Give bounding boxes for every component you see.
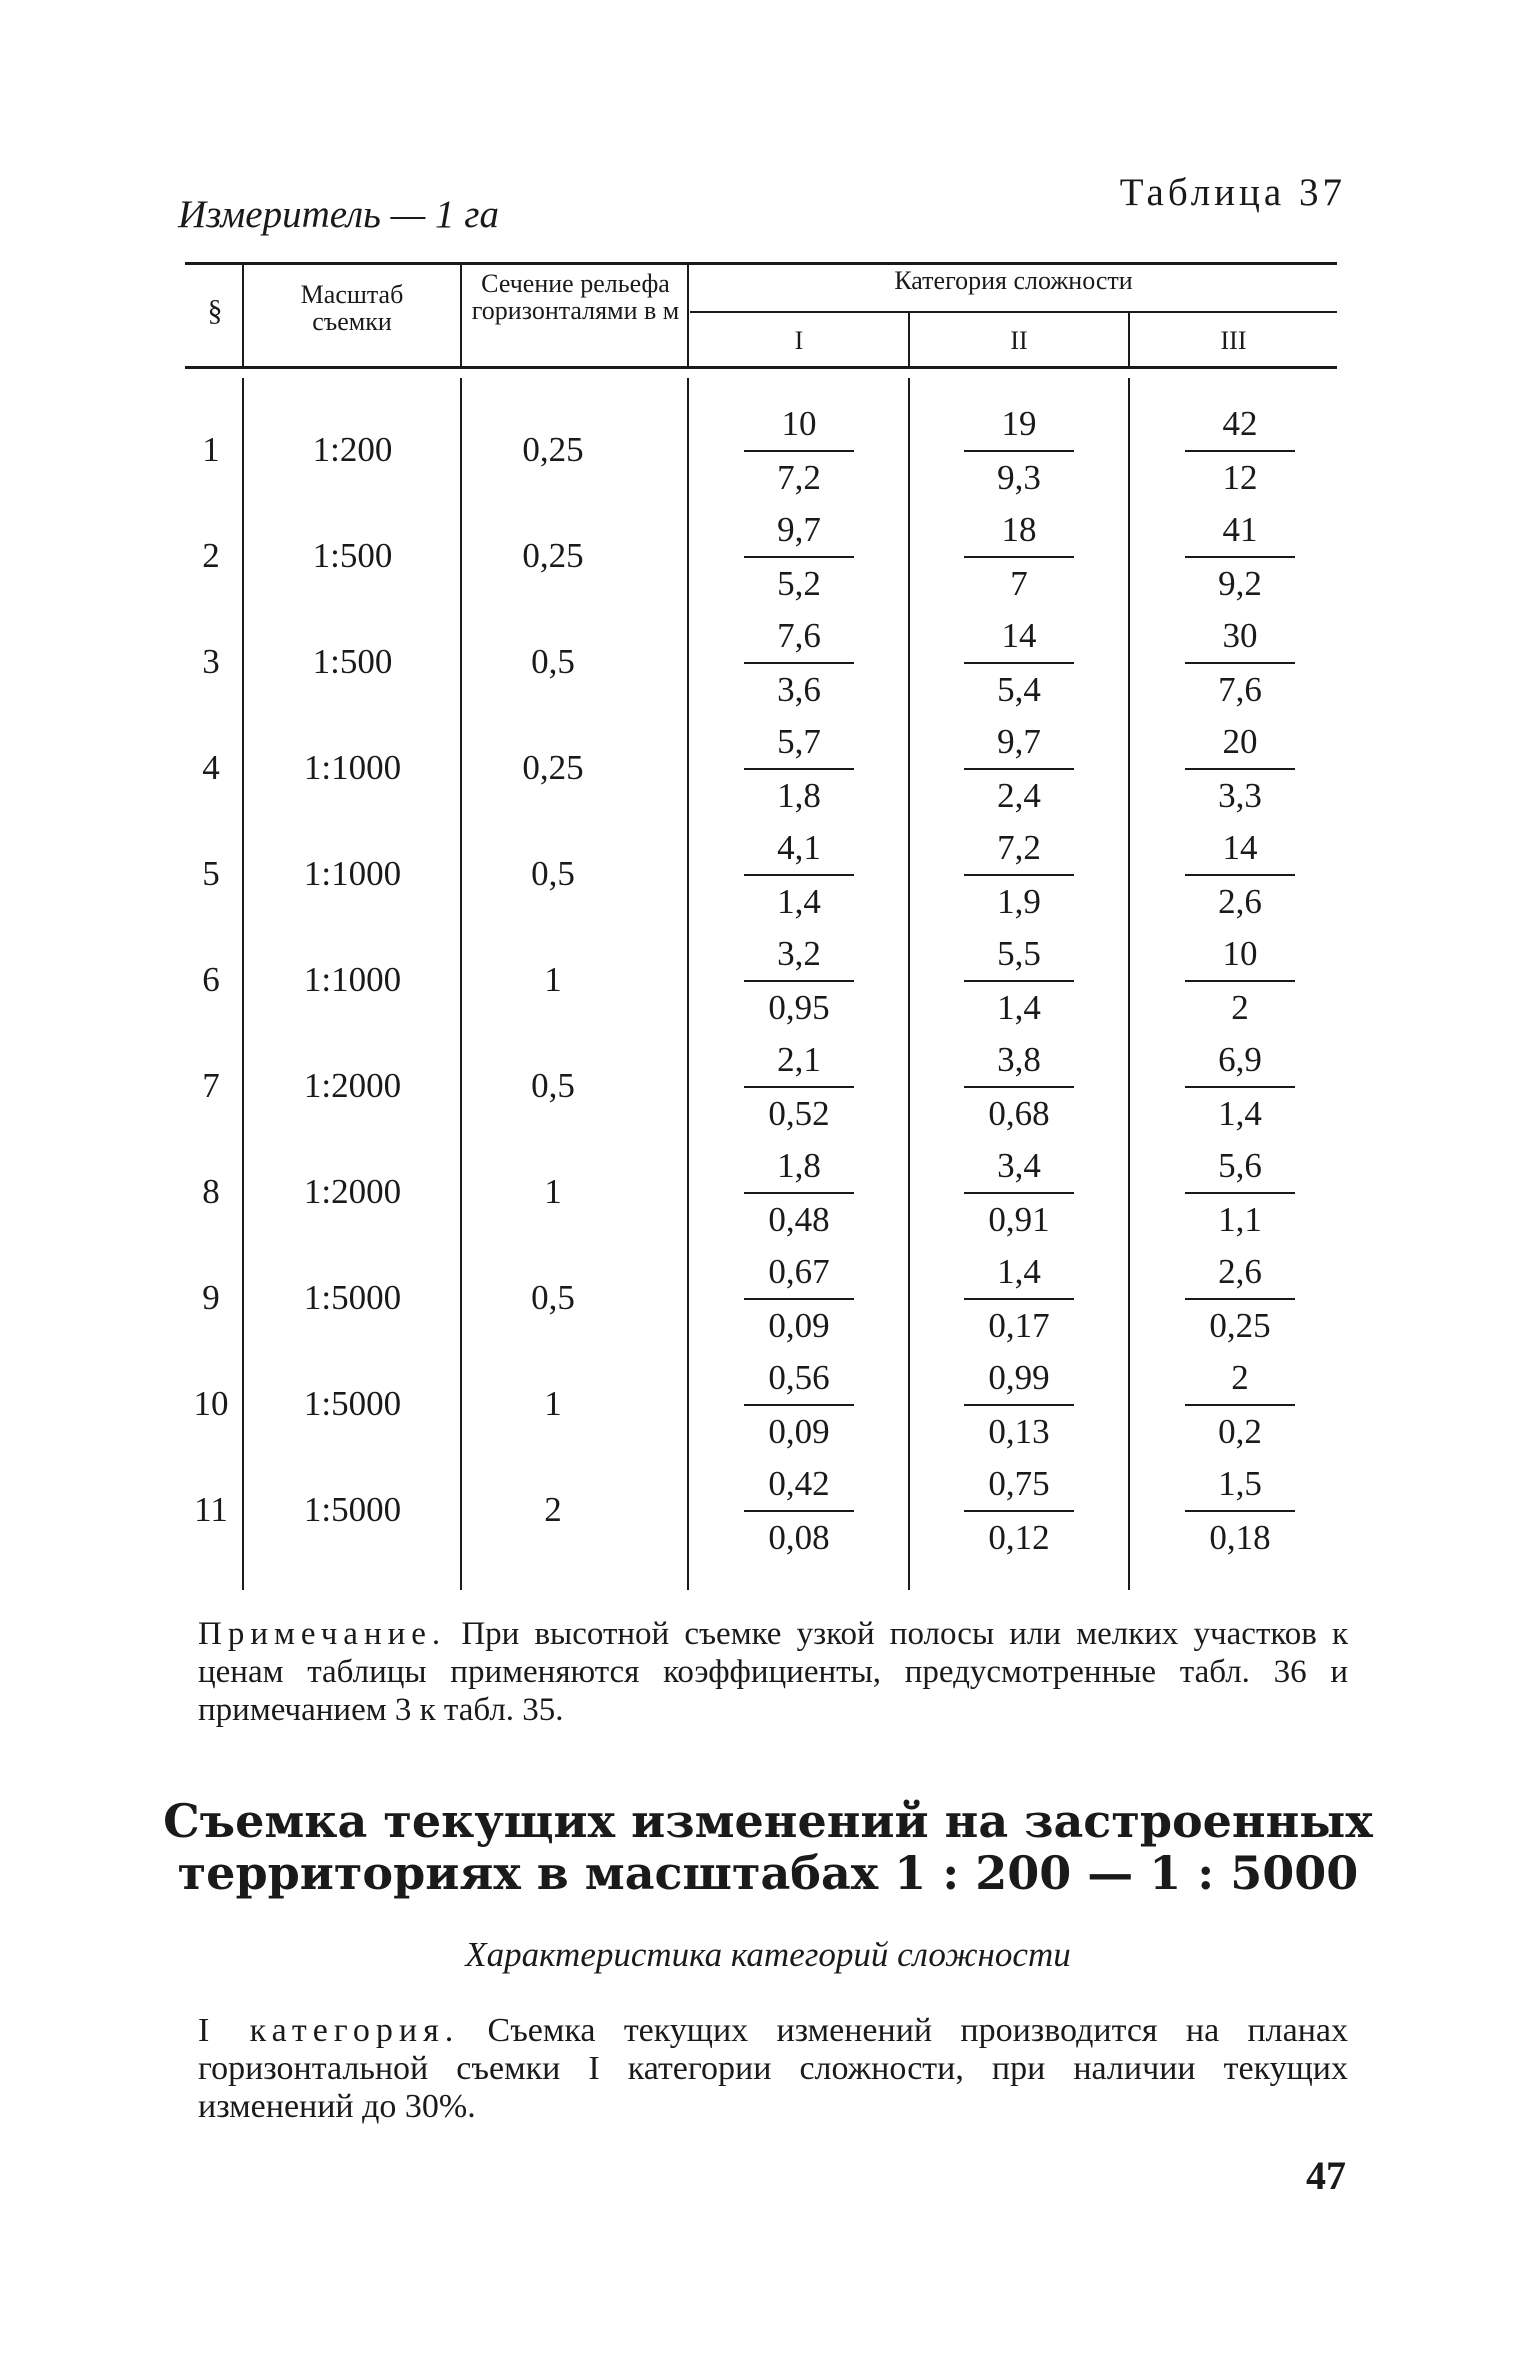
fraction-denominator: 0,18	[1209, 1518, 1271, 1557]
fraction-bar	[1185, 1192, 1295, 1194]
fraction-denominator: 0,09	[768, 1412, 830, 1451]
fraction-c3	[1185, 612, 1295, 714]
fraction-denominator: 12	[1222, 458, 1258, 497]
row-number: 2	[202, 536, 220, 575]
fraction-bar	[744, 1192, 854, 1194]
fraction-c2	[964, 824, 1074, 926]
fraction-numerator: 4,1	[777, 828, 821, 867]
fraction-c3	[1185, 718, 1295, 820]
fraction-bar	[964, 768, 1074, 770]
fraction-denominator: 5,2	[777, 564, 821, 603]
measure-unit: Измеритель — 1 га	[178, 193, 500, 236]
fraction-denominator: 0,52	[768, 1094, 830, 1133]
header-category: Категория сложности	[894, 266, 1133, 295]
header-contour: Сечение рельефа горизонталями в м	[471, 269, 680, 325]
fraction-bar	[744, 556, 854, 558]
fraction-bar	[1185, 1086, 1295, 1088]
fraction-denominator: 0,08	[768, 1518, 830, 1557]
row-number: 8	[202, 1172, 220, 1211]
row-contour: 2	[544, 1490, 562, 1529]
fraction-numerator: 18	[1001, 510, 1037, 549]
fraction-c1	[744, 824, 854, 926]
fraction-c3	[1185, 1354, 1295, 1456]
row-number: 5	[202, 854, 220, 893]
fraction-c1	[744, 1354, 854, 1456]
header-divider-2	[460, 262, 462, 366]
fraction-bar	[964, 556, 1074, 558]
fraction-c3	[1185, 1036, 1295, 1138]
fraction-denominator: 7,6	[1218, 670, 1262, 709]
fraction-numerator: 1,5	[1218, 1464, 1262, 1503]
fraction-denominator: 0,48	[768, 1200, 830, 1239]
table-number: Таблица 37	[1119, 171, 1346, 214]
fraction-numerator: 7,6	[777, 616, 821, 655]
fraction-numerator: 14	[1001, 616, 1037, 655]
row-number: 3	[202, 642, 220, 681]
fraction-bar	[964, 1086, 1074, 1088]
row-scale: 1:1000	[303, 748, 402, 787]
fraction-denominator: 2,4	[997, 776, 1041, 815]
fraction-denominator: 3,6	[777, 670, 821, 709]
header-bottom-rule	[185, 366, 1337, 369]
fraction-bar	[744, 1298, 854, 1300]
row-scale: 1:5000	[303, 1490, 402, 1529]
fraction-bar	[1185, 1510, 1295, 1512]
fraction-numerator: 20	[1222, 722, 1258, 761]
fraction-c1	[744, 612, 854, 714]
row-contour: 0,5	[531, 1066, 575, 1105]
fraction-numerator: 42	[1222, 404, 1258, 443]
fraction-c3	[1185, 930, 1295, 1032]
fraction-c2	[964, 1460, 1074, 1562]
header-scale: Масштаб съемки	[300, 280, 404, 336]
header-cat1: I	[794, 326, 804, 355]
fraction-denominator: 7,2	[777, 458, 821, 497]
fraction-bar	[964, 1192, 1074, 1194]
row-number: 6	[202, 960, 220, 999]
category-paragraph	[198, 2012, 1348, 2126]
fraction-c2	[964, 930, 1074, 1032]
fraction-denominator: 0,12	[988, 1518, 1050, 1557]
fraction-bar	[744, 1086, 854, 1088]
row-contour: 0,5	[531, 854, 575, 893]
fraction-bar	[744, 874, 854, 876]
fraction-denominator: 0,68	[988, 1094, 1050, 1133]
row-scale: 1:500	[312, 642, 393, 681]
fraction-c3	[1185, 506, 1295, 608]
fraction-c2	[964, 1248, 1074, 1350]
fraction-denominator: 1,1	[1218, 1200, 1262, 1239]
fraction-bar	[744, 450, 854, 452]
row-number: 11	[194, 1490, 228, 1529]
fraction-numerator: 19	[1001, 404, 1037, 443]
fraction-denominator: 1,4	[777, 882, 821, 921]
row-scale: 1:2000	[303, 1172, 402, 1211]
fraction-denominator: 1,4	[997, 988, 1041, 1027]
fraction-numerator: 5,6	[1218, 1146, 1262, 1185]
section-heading: Съемка текущих изменений на застроенных территориях в масштабах 1 : 200 — 1 : 5000	[163, 1794, 1373, 1900]
fraction-denominator: 2,6	[1218, 882, 1262, 921]
fraction-c3	[1185, 824, 1295, 926]
fraction-bar	[1185, 980, 1295, 982]
fraction-bar	[1185, 1298, 1295, 1300]
fraction-bar	[964, 450, 1074, 452]
body-divider-1	[242, 378, 244, 1590]
header-cat3: III	[1220, 326, 1247, 355]
fraction-c2	[964, 400, 1074, 502]
fraction-c2	[964, 718, 1074, 820]
fraction-c3	[1185, 1142, 1295, 1244]
fraction-c1	[744, 506, 854, 608]
fraction-numerator: 30	[1222, 616, 1258, 655]
row-contour: 1	[544, 1384, 562, 1423]
fraction-denominator: 0,09	[768, 1306, 830, 1345]
row-scale: 1:500	[312, 536, 393, 575]
fraction-bar	[964, 980, 1074, 982]
fraction-denominator: 9,2	[1218, 564, 1262, 603]
fraction-numerator: 9,7	[777, 510, 821, 549]
fraction-bar	[964, 874, 1074, 876]
fraction-numerator: 0,67	[768, 1252, 830, 1291]
fraction-denominator: 0,13	[988, 1412, 1050, 1451]
fraction-denominator: 2	[1231, 988, 1249, 1027]
fraction-denominator: 5,4	[997, 670, 1041, 709]
fraction-c2	[964, 612, 1074, 714]
fraction-bar	[744, 662, 854, 664]
fraction-numerator: 9,7	[997, 722, 1041, 761]
fraction-c2	[964, 506, 1074, 608]
fraction-bar	[964, 1298, 1074, 1300]
fraction-c3	[1185, 400, 1295, 502]
fraction-numerator: 2,6	[1218, 1252, 1262, 1291]
row-number: 10	[193, 1384, 229, 1423]
header-divider-3	[687, 262, 689, 366]
fraction-bar	[964, 1510, 1074, 1512]
body-divider-4	[908, 378, 910, 1590]
fraction-numerator: 2,1	[777, 1040, 821, 1079]
fraction-numerator: 10	[781, 404, 817, 443]
row-contour: 0,5	[531, 1278, 575, 1317]
row-contour: 0,5	[531, 642, 575, 681]
fraction-denominator: 1,9	[997, 882, 1041, 921]
fraction-numerator: 14	[1222, 828, 1258, 867]
fraction-c1	[744, 1248, 854, 1350]
fraction-bar	[1185, 1404, 1295, 1406]
row-scale: 1:1000	[303, 854, 402, 893]
category-underline	[690, 311, 1337, 313]
fraction-numerator: 0,56	[768, 1358, 830, 1397]
row-number: 1	[202, 430, 220, 469]
fraction-bar	[1185, 768, 1295, 770]
fraction-numerator: 5,7	[777, 722, 821, 761]
fraction-bar	[1185, 556, 1295, 558]
fraction-numerator: 2	[1231, 1358, 1249, 1397]
row-number: 9	[202, 1278, 220, 1317]
fraction-bar	[1185, 662, 1295, 664]
row-scale: 1:5000	[303, 1384, 402, 1423]
row-number: 7	[202, 1066, 220, 1105]
row-number: 4	[202, 748, 220, 787]
fraction-numerator: 3,4	[997, 1146, 1041, 1185]
fraction-c1	[744, 1460, 854, 1562]
page-number: 47	[1306, 2153, 1346, 2198]
fraction-c1	[744, 930, 854, 1032]
fraction-numerator: 1,8	[777, 1146, 821, 1185]
row-scale: 1:2000	[303, 1066, 402, 1105]
body-divider-2	[460, 378, 462, 1590]
fraction-c2	[964, 1142, 1074, 1244]
fraction-bar	[964, 1404, 1074, 1406]
row-contour: 1	[544, 1172, 562, 1211]
row-scale: 1:200	[312, 430, 393, 469]
fraction-denominator: 0,25	[1209, 1306, 1271, 1345]
fraction-bar	[744, 768, 854, 770]
row-scale: 1:5000	[303, 1278, 402, 1317]
fraction-bar	[744, 980, 854, 982]
fraction-denominator: 3,3	[1218, 776, 1262, 815]
fraction-denominator: 0,91	[988, 1200, 1050, 1239]
fraction-numerator: 7,2	[997, 828, 1041, 867]
fraction-bar	[1185, 874, 1295, 876]
fraction-denominator: 7	[1010, 564, 1028, 603]
fraction-c2	[964, 1036, 1074, 1138]
fraction-numerator: 0,75	[988, 1464, 1050, 1503]
fraction-denominator: 9,3	[997, 458, 1041, 497]
row-contour: 0,25	[522, 430, 584, 469]
fraction-numerator: 0,42	[768, 1464, 830, 1503]
fraction-numerator: 41	[1222, 510, 1258, 549]
fraction-numerator: 10	[1222, 934, 1258, 973]
fraction-c3	[1185, 1248, 1295, 1350]
fraction-c1	[744, 718, 854, 820]
fraction-denominator: 0,2	[1218, 1412, 1262, 1451]
fraction-denominator: 1,4	[1218, 1094, 1262, 1133]
fraction-numerator: 0,99	[988, 1358, 1050, 1397]
fraction-bar	[964, 662, 1074, 664]
fraction-bar	[1185, 450, 1295, 452]
fraction-c1	[744, 1142, 854, 1244]
note-label: Примечание.	[198, 1616, 447, 1652]
fraction-c2	[964, 1354, 1074, 1456]
fraction-denominator: 1,8	[777, 776, 821, 815]
row-contour: 0,25	[522, 748, 584, 787]
body-divider-5	[1128, 378, 1130, 1590]
fraction-numerator: 5,5	[997, 934, 1041, 973]
table-top-rule	[185, 262, 1337, 265]
fraction-denominator: 0,95	[768, 988, 830, 1027]
row-scale: 1:1000	[303, 960, 402, 999]
row-contour: 1	[544, 960, 562, 999]
fraction-c3	[1185, 1460, 1295, 1562]
header-cat2: II	[1010, 326, 1028, 355]
header-section: §	[207, 294, 223, 327]
fraction-bar	[744, 1510, 854, 1512]
category-label: I категория.	[198, 2012, 460, 2049]
fraction-numerator: 6,9	[1218, 1040, 1262, 1079]
note-paragraph	[198, 1615, 1348, 1729]
fraction-bar	[744, 1404, 854, 1406]
fraction-denominator: 0,17	[988, 1306, 1050, 1345]
note-text: При высотной съемке узкой полосы или мелких участков к ценам таблицы применяются коэффициенты, предусмотренные табл. 36 и примечанием 3 к табл. 35.	[198, 1616, 1348, 1728]
category-text: Съемка текущих изменений производится на планах горизонтальной съемки I категории сложности, при наличии текущих изменений до 30%.	[198, 2012, 1349, 2125]
row-contour: 0,25	[522, 536, 584, 575]
body-divider-3	[687, 378, 689, 1590]
fraction-numerator: 3,2	[777, 934, 821, 973]
fraction-c1	[744, 400, 854, 502]
section-subheading: Характеристика категорий сложности	[465, 1935, 1071, 1974]
fraction-numerator: 3,8	[997, 1040, 1041, 1079]
header-divider-1	[242, 262, 244, 366]
fraction-numerator: 1,4	[997, 1252, 1041, 1291]
fraction-c1	[744, 1036, 854, 1138]
